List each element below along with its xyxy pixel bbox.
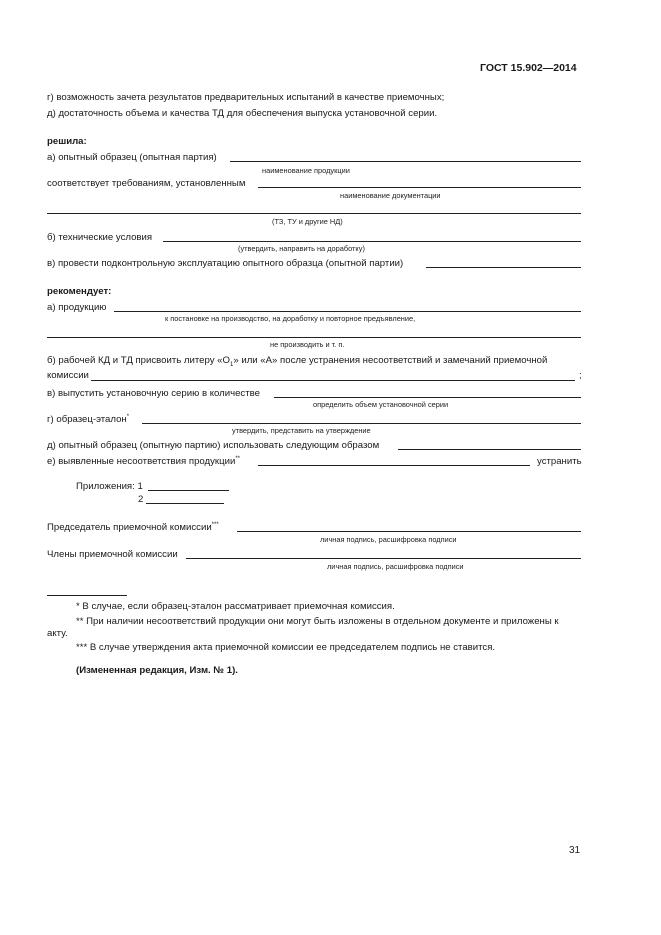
chair-signature-caption: личная подпись, расшифровка подписи — [320, 535, 457, 544]
documents-caption: (ТЗ, ТУ и другие НД) — [272, 217, 343, 226]
operation-field[interactable] — [426, 267, 581, 268]
intro-item-d: д) достаточность объема и качества ТД для обеспечения выпуска установочной серии. — [47, 108, 438, 119]
resolved-heading: решила: — [47, 136, 87, 147]
product-name-caption: наименование продукции — [262, 166, 350, 175]
members-label: Члены приемочной комиссии — [47, 549, 178, 560]
attachment-2-number: 2 — [138, 494, 144, 505]
product-decision-caption-2: не производить и т. п. — [270, 340, 345, 349]
tech-conditions-caption: (утвердить, направить на доработку) — [238, 244, 365, 253]
recommends-g-label: г) образец-эталон* — [47, 413, 130, 425]
complies-label: соответствует требованиям, установленным — [47, 178, 246, 189]
series-quantity-field[interactable] — [274, 397, 581, 398]
chair-label: Председатель приемочной комиссии*** — [47, 521, 219, 533]
product-decision-field[interactable] — [114, 311, 581, 312]
resolved-v-label: в) провести подконтрольную эксплуатацию опытного образца (опытной партии) — [47, 258, 404, 269]
recommends-e-end: устранить — [537, 456, 582, 467]
reference-sample-field[interactable] — [142, 423, 581, 424]
attachments-label: Приложения: 1 — [76, 481, 143, 492]
recommends-b-text: б) рабочей КД и ТД присвоить литеру «$О_1$» или «А» после устранения несоответствий и замечаний приемочной — [47, 355, 548, 368]
footnote-2: ** При наличии несоответствий продукции они могут быть изложены в отдельном документе и приложены к — [76, 616, 559, 627]
documentation-caption: наименование документации — [340, 191, 441, 200]
footnote-separator — [47, 595, 127, 596]
intro-item-g: г) возможность зачета результатов предварительных испытаний в качестве приемочных; — [47, 92, 445, 103]
recommends-v-label: в) выпустить установочную серию в количестве — [47, 388, 260, 399]
resolved-a-label: а) опытный образец (опытная партия) — [47, 152, 217, 163]
commission-remarks-field[interactable] — [91, 380, 575, 381]
series-quantity-caption: определить объем установочной серии — [313, 400, 449, 409]
resolved-b-label: б) технические условия — [47, 232, 153, 243]
recommends-d-label: д) опытный образец (опытную партию) использовать следующим образом — [47, 440, 380, 451]
chair-signature-field[interactable] — [237, 531, 581, 532]
reference-sample-caption: утвердить, представить на утверждение — [232, 426, 371, 435]
standard-title: ГОСТ 15.902—2014 — [480, 62, 577, 74]
sample-usage-field[interactable] — [398, 449, 581, 450]
recommends-a-label: а) продукцию — [47, 302, 107, 313]
recommends-b-text-2: комиссии — [47, 370, 89, 381]
product-name-field[interactable] — [230, 161, 581, 162]
footnote-1: * В случае, если образец-эталон рассматривает приемочная комиссия. — [76, 601, 395, 612]
nonconformities-field[interactable] — [258, 465, 530, 466]
attachment-1-field[interactable] — [148, 490, 229, 491]
footnote-2-continuation: акту. — [47, 628, 68, 639]
product-decision-field-2[interactable] — [47, 337, 581, 338]
members-signature-field[interactable] — [186, 558, 581, 559]
product-decision-caption: к постановке на производство, на доработку и повторное предъявление, — [165, 314, 416, 323]
documentation-field[interactable] — [258, 187, 581, 188]
recommends-b-end: ; — [579, 370, 582, 381]
tech-conditions-field[interactable] — [163, 241, 581, 242]
footnote-3: *** В случае утверждения акта приемочной комиссии ее председателем подпись не ставится. — [76, 642, 496, 653]
members-signature-caption: личная подпись, расшифровка подписи — [327, 562, 464, 571]
documentation-field-2[interactable] — [47, 213, 581, 214]
recommends-heading: рекомендует: — [47, 286, 112, 297]
page-number: 31 — [569, 845, 581, 856]
attachment-2-field[interactable] — [146, 503, 224, 504]
edition-note: (Измененная редакция, Изм. № 1). — [76, 665, 238, 676]
recommends-e-label: е) выявленные несоответствия продукции** — [47, 455, 241, 467]
